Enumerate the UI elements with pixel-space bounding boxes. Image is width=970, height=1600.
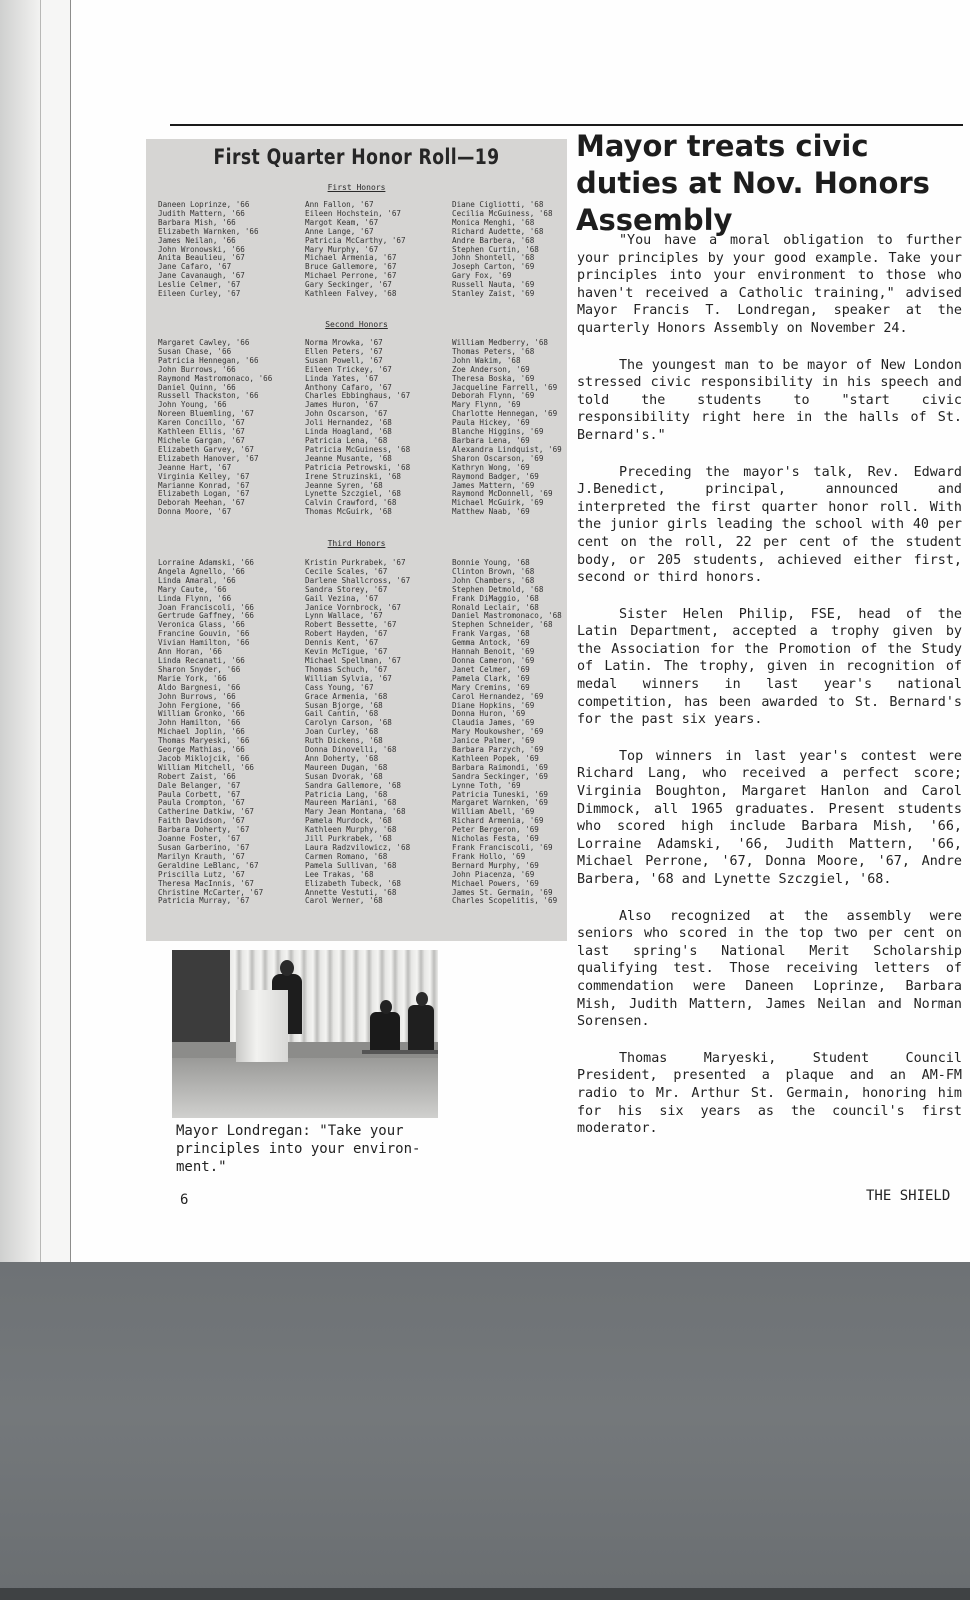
- honor-roll-name: Russell Nauta, '69: [452, 281, 535, 290]
- honor-roll-name: John Hamilton, '66: [158, 719, 241, 728]
- honor-roll-name: Gail Cantin, '68: [305, 710, 379, 719]
- honor-roll-name: Susan Garberino, '67: [158, 844, 250, 852]
- honor-roll-name: Joanne Foster, '67: [158, 835, 241, 844]
- first-honors-heading: First Honors: [327, 183, 386, 192]
- honor-roll-name: Geraldine LeBlanc, '67: [158, 861, 259, 870]
- honor-roll-name: Jane Cavanaugh, '67: [158, 272, 245, 281]
- second-honors-heading: Second Honors: [325, 320, 388, 329]
- photo-caption: Mayor Londregan: "Take your principles into your environ-ment.": [176, 1123, 421, 1175]
- scanner-background: [0, 1262, 970, 1600]
- honor-roll-name: Mary Flynn, '69: [452, 401, 521, 410]
- article-paragraph: Thomas Maryeski, Student Council President, presented a plaque and an AM-FM radio to Mr. Arthur St. Germain, honoring him for his six years as the council's first moderator.: [577, 1050, 962, 1137]
- honor-roll-name: Donna Cameron, '69: [452, 656, 535, 665]
- honor-roll-name: Ellen Peters, '67: [305, 347, 383, 356]
- publication-name: THE SHIELD: [866, 1188, 951, 1204]
- honor-roll-name: Marie York, '66: [158, 674, 227, 683]
- honor-roll-name: Stephen Curtin, '68: [452, 245, 539, 254]
- honor-roll-name: John Burrows, '66: [158, 692, 236, 701]
- honor-roll-name: Lynette Szczgiel, '68: [305, 490, 402, 499]
- honor-roll-name: Michael Powers, '69: [452, 879, 539, 888]
- honor-roll-name: Anthony Cafaro, '67: [305, 383, 392, 392]
- honor-roll-name: Mary Moukowsher, '69: [452, 728, 544, 737]
- honor-roll-name: Linda Yates, '67: [305, 374, 379, 383]
- header-rule: [170, 124, 963, 126]
- honor-roll-name: Paula Crompton, '67: [158, 799, 245, 808]
- article-paragraph: Also recognized at the assembly were seniors who scored in the top two per cent on last spring's National Merit Scholarship qualifying test. Those receiving letters of commendation were Daneen Loprinze, Barbara Mish, Judith Mattern, James Neilan and Norman Sorensen.: [577, 908, 962, 1030]
- honor-roll-name: Noreen Bluemling, '67: [158, 410, 255, 419]
- honor-roll-name: Michael Perrone, '67: [305, 272, 397, 281]
- honor-roll-name: Charlotte Hennegan, '69: [452, 410, 558, 419]
- honor-roll-name: Sharon Oscarson, '69: [452, 454, 544, 463]
- second-honors-col3: [452, 339, 567, 517]
- chairs: [362, 1050, 438, 1054]
- article-headline: Mayor treats civic duties at Nov. Honors Assembly: [576, 129, 930, 237]
- honor-roll-name: Patricia Petrowski, '68: [305, 463, 411, 472]
- article-paragraph: Sister Helen Philip, FSE, head of the Latin Department, accepted a trophy given by the Association for the Promotion of the Study of Latin. The trophy, given in recognition of medal winners in last year's national competition, has been awarded to St. Bernard's for the past six years.: [577, 606, 962, 728]
- honor-roll-name: Susan Dvorak, '68: [305, 772, 383, 781]
- honor-roll-name: Lee Trakas, '68: [305, 870, 374, 879]
- honor-roll-name: Ann Doherty, '68: [305, 754, 379, 763]
- honor-roll-name: Mary Murphy, '67: [305, 245, 379, 254]
- honor-roll-name: Linda Recanati, '66: [158, 656, 245, 665]
- honor-roll-name: Sharon Snyder, '66: [158, 665, 241, 674]
- honor-roll-name: Carol Hernandez, '69: [452, 692, 544, 701]
- honor-roll-name: Margot Keam, '67: [305, 218, 379, 227]
- honor-roll-name: Eileen Trickey, '67: [305, 365, 392, 374]
- assembly-photo: [172, 950, 438, 1118]
- honor-roll-name: Bruce Gallemore, '67: [305, 263, 397, 272]
- honor-roll-name: Elizabeth Hanover, '67: [158, 454, 259, 463]
- honor-roll-name: Claudia James, '69: [452, 719, 535, 728]
- honor-roll-name: John Chambers, '68: [452, 576, 535, 585]
- honor-roll-name: William Gronko, '66: [158, 710, 245, 719]
- honor-roll-name: Zoe Anderson, '69: [452, 365, 530, 374]
- article-body: [577, 232, 962, 1157]
- honor-roll-name: Judith Mattern, '66: [158, 209, 245, 218]
- podium: [236, 990, 288, 1062]
- honor-roll-name: Lorraine Adamski, '66: [158, 559, 255, 567]
- honor-roll-name: Theresa MacInnis, '67: [158, 879, 255, 888]
- honor-roll-name: Linda Flynn, '66: [158, 594, 232, 603]
- honor-roll-name: Jeanne Musante, '68: [305, 454, 392, 463]
- third-honors-heading: Third Honors: [327, 539, 386, 548]
- honor-roll-name: Eileen Curley, '67: [158, 290, 241, 299]
- honor-roll-name: Susan Bjorge, '68: [305, 701, 383, 710]
- honor-roll-name: Barbara Mish, '66: [158, 218, 236, 227]
- honor-roll-name: Aldo Bargnesi, '66: [158, 683, 241, 692]
- honor-roll-name: Robert Bessette, '67: [305, 621, 397, 630]
- honor-roll-name: Deborah Meehan, '67: [158, 499, 245, 508]
- honor-roll-name: Pamela Murdock, '68: [305, 817, 392, 826]
- honor-roll-name: John Oscarson, '67: [305, 410, 388, 419]
- honor-roll-name: Deborah Flynn, '69: [452, 392, 535, 401]
- honor-roll-name: Frank Franciscoli, '69: [452, 844, 553, 852]
- honor-roll-name: Donna Dinovelli, '68: [305, 746, 397, 755]
- honor-roll-name: Richard Audette, '68: [452, 227, 544, 236]
- honor-roll-name: Andre Barbera, '68: [452, 236, 535, 245]
- honor-roll-name: Leslie Celmer, '67: [158, 281, 241, 290]
- honor-roll-name: Bernard Murphy, '69: [452, 861, 539, 870]
- second-honors-col2: [305, 339, 445, 517]
- honor-roll-name: Gary Fox, '69: [452, 272, 512, 281]
- honor-roll-name: Paula Corbett, '67: [158, 790, 241, 799]
- honor-roll-name: Daneen Loprinze, '66: [158, 201, 250, 209]
- honor-roll-name: Michael Spellman, '67: [305, 656, 402, 665]
- honor-roll-name: George Mathias, '66: [158, 746, 245, 755]
- honor-roll-name: Jeanne Syren, '68: [305, 481, 383, 490]
- honor-roll-name: Margaret Warnken, '69: [452, 799, 549, 808]
- honor-roll-name: Laura Radzvilowicz, '68: [305, 844, 411, 852]
- honor-roll-name: Darlene Shallcross, '67: [305, 576, 411, 585]
- honor-roll-name: Janice Palmer, '69: [452, 737, 535, 746]
- honor-roll-name: Diane Hopkins, '69: [452, 701, 535, 710]
- honor-roll-name: Richard Armenia, '69: [452, 817, 544, 826]
- honor-roll-name: Margaret Cawley, '66: [158, 339, 250, 347]
- first-honors-col1: [158, 201, 298, 299]
- honor-roll-name: Michael Joplin, '66: [158, 728, 245, 737]
- honor-roll-name: William Mitchell, '66: [158, 763, 255, 772]
- honor-roll-name: Patricia McCarthy, '67: [305, 236, 406, 245]
- honor-roll-name: Carolyn Carson, '68: [305, 719, 392, 728]
- honor-roll-name: Ann Horan, '66: [158, 648, 223, 657]
- honor-roll-name: John Wronowski, '66: [158, 245, 245, 254]
- honor-roll-name: Diane Cigliotti, '68: [452, 201, 544, 209]
- honor-roll-name: Patricia Lang, '68: [305, 790, 388, 799]
- honor-roll-name: Maureen Dugan, '68: [305, 763, 388, 772]
- honor-roll-name: Jane Cafaro, '67: [158, 263, 232, 272]
- article-paragraph: "You have a moral obligation to further your principles by your good example. Take your principles into your environment to those who haven't received a Catholic training," advised Mayor Francis T. Londregan, speaker at the quarterly Honors Assembly on November 24.: [577, 233, 962, 336]
- honor-roll-name: Frank Hollo, '69: [452, 852, 526, 861]
- honor-roll-title: First Quarter Honor Roll—19: [213, 145, 500, 169]
- scan-paper-stack: [0, 0, 40, 1262]
- honor-roll-name: Linda Hoagland, '68: [305, 428, 392, 437]
- honor-roll-name: Patricia Murray, '67: [158, 897, 250, 906]
- honor-roll-name: Michael McGuirk, '69: [452, 499, 544, 508]
- honor-roll-name: Raymond McDonnell, '69: [452, 490, 553, 499]
- honor-roll-name: Raymond Mastromonaco, '66: [158, 374, 273, 383]
- honor-roll-name: Eileen Hochstein, '67: [305, 209, 402, 218]
- honor-roll-name: Thomas Maryeski, '66: [158, 737, 250, 746]
- honor-roll-name: Susan Chase, '66: [158, 347, 232, 356]
- honor-roll-name: Jacob Miklojcik, '66: [158, 754, 250, 763]
- honor-roll-name: Priscilla Lutz, '67: [158, 870, 245, 879]
- honor-roll-name: Stephen Schneider, '68: [452, 621, 553, 630]
- honor-roll-name: Kathleen Ellis, '67: [158, 428, 245, 437]
- honor-roll-name: Stanley Zaist, '69: [452, 290, 535, 299]
- honor-roll-name: Joseph Carton, '69: [452, 263, 535, 272]
- honor-roll-name: Annette Vestuti, '68: [305, 888, 397, 897]
- honor-roll-name: Kathleen Popek, '69: [452, 754, 539, 763]
- honor-roll-name: Alexandra Lindquist, '69: [452, 445, 562, 454]
- honor-roll-name: Francine Gouvin, '66: [158, 630, 250, 639]
- honor-roll-name: Bonnie Young, '68: [452, 559, 530, 567]
- honor-roll-name: Daniel Mastromonaco, '68: [452, 612, 562, 621]
- honor-roll-name: Frank DiMaggio, '68: [452, 594, 539, 603]
- honor-roll-name: Stephen Detmold, '68: [452, 585, 544, 594]
- third-honors-col3: [452, 559, 567, 906]
- honor-roll-name: Gemma Antock, '69: [452, 639, 530, 648]
- honor-roll-name: Janice Vornbrock, '67: [305, 603, 402, 612]
- honor-roll-name: Michael Armenia, '67: [305, 254, 397, 263]
- third-honors-col1: [158, 559, 298, 906]
- honor-roll-name: Cass Young, '67: [305, 683, 374, 692]
- honor-roll-name: James Neilan, '66: [158, 236, 236, 245]
- honor-roll-name: Ruth Dickens, '68: [305, 737, 383, 746]
- honor-roll-name: Robert Hayden, '67: [305, 630, 388, 639]
- honor-roll-name: William Medberry, '68: [452, 339, 549, 347]
- honor-roll-name: Charles Scopelitis, '69: [452, 897, 558, 906]
- honor-roll-name: Karen Concillo, '67: [158, 419, 245, 428]
- honor-roll-name: William Abell, '69: [452, 808, 535, 817]
- first-honors-col2: [305, 201, 445, 299]
- seated-head: [416, 992, 428, 1006]
- honor-roll-name: Faith Davidson, '67: [158, 817, 245, 826]
- honor-roll-name: Marilyn Krauth, '67: [158, 852, 245, 861]
- seated-figure: [370, 1012, 400, 1054]
- honor-roll-name: Russell Thackston, '66: [158, 392, 259, 401]
- honor-roll-name: Matthew Naab, '69: [452, 508, 530, 517]
- honor-roll-name: Linda Amaral, '66: [158, 576, 236, 585]
- honor-roll-name: Sandra Gallemore, '68: [305, 781, 402, 790]
- honor-roll-name: Joan Curley, '68: [305, 728, 379, 737]
- paper-edge: [40, 0, 71, 1262]
- honor-roll-name: Patricia Hennegan, '66: [158, 356, 259, 365]
- honor-roll-name: John Wakim, '68: [452, 356, 521, 365]
- honor-roll-name: Kevin McTigue, '67: [305, 648, 388, 657]
- honor-roll-name: Angela Agnello, '66: [158, 567, 245, 576]
- honor-roll-name: Barbara Raimondi, '69: [452, 763, 549, 772]
- stage-front: [172, 1058, 438, 1118]
- honor-roll-name: Christine McCarter, '67: [158, 888, 264, 897]
- honor-roll-name: Catherine Datkiw, '67: [158, 808, 255, 817]
- second-honors-col1: [158, 339, 298, 517]
- honor-roll-name: John Shontell, '68: [452, 254, 535, 263]
- honor-roll-name: Theresa Boska, '69: [452, 374, 535, 383]
- honor-roll-name: Grace Armenia, '68: [305, 692, 388, 701]
- honor-roll-name: John Piacenza, '69: [452, 870, 535, 879]
- article-paragraph: The youngest man to be mayor of New London stressed civic responsibility in his speech and told the students to "start civic responsibility right here in the halls of St. Bernard's.": [577, 357, 962, 443]
- honor-roll-name: Pamela Sullivan, '68: [305, 861, 397, 870]
- honor-roll-name: Jill Purkrabek, '68: [305, 835, 392, 844]
- honor-roll-name: James St. Germain, '69: [452, 888, 553, 897]
- honor-roll-name: Kathleen Falvey, '68: [305, 290, 397, 299]
- honor-roll-name: Ronald Leclair, '68: [452, 603, 539, 612]
- honor-roll-box: [146, 139, 567, 941]
- honor-roll-name: Mary Cremins, '69: [452, 683, 530, 692]
- honor-roll-name: Pamela Clark, '69: [452, 674, 530, 683]
- honor-roll-name: Ann Fallon, '67: [305, 201, 374, 209]
- honor-roll-name: Gary Seckinger, '67: [305, 281, 392, 290]
- honor-roll-name: Jeanne Hart, '67: [158, 463, 232, 472]
- honor-roll-name: Susan Powell, '67: [305, 356, 383, 365]
- honor-roll-name: Monica Menghi, '68: [452, 218, 535, 227]
- honor-roll-name: Paula Hickey, '69: [452, 419, 530, 428]
- honor-roll-name: Elizabeth Logan, '67: [158, 490, 250, 499]
- honor-roll-name: Sandra Storey, '67: [305, 585, 388, 594]
- honor-roll-name: Barbara Lena, '69: [452, 436, 530, 445]
- honor-roll-name: Mary Jean Montana, '68: [305, 808, 406, 817]
- honor-roll-name: Veronica Glass, '66: [158, 621, 245, 630]
- honor-roll-name: Lynn Wallace, '67: [305, 612, 383, 621]
- scanner-edge: [0, 1588, 970, 1600]
- honor-roll-name: Maureen Mariani, '68: [305, 799, 397, 808]
- honor-roll-name: Blanche Higgins, '69: [452, 428, 544, 437]
- honor-roll-name: Anne Lange, '67: [305, 227, 374, 236]
- honor-roll-name: Clinton Brown, '68: [452, 567, 535, 576]
- honor-roll-name: John Young, '66: [158, 401, 227, 410]
- honor-roll-name: Gail Vezina, '67: [305, 594, 379, 603]
- article-paragraph: Preceding the mayor's talk, Rev. Edward J.Benedict, principal, announced and interpreted the first quarter honor roll. With the junior girls leading the school with 40 per cent on the roll, 22 per cent of the student body, or 205 students, achieved either first, second or third honors.: [577, 464, 962, 586]
- honor-roll-name: Janet Celmer, '69: [452, 665, 530, 674]
- honor-roll-name: Barbara Doherty, '67: [158, 826, 250, 835]
- honor-roll-name: Carol Werner, '68: [305, 897, 383, 906]
- honor-roll-name: Cecilia McGuiness, '68: [452, 209, 553, 218]
- honor-roll-name: Donna Huron, '69: [452, 710, 526, 719]
- honor-roll-name: Jacqueline Farrell, '69: [452, 383, 558, 392]
- article-paragraph: Top winners in last year's contest were Richard Lang, who received a perfect score; Virginia Boughton, Margaret Hanlon and Carol Dimmock, all 1965 graduates. Present students who scored high include Barbara Mish, '66, Lorraine Adamski, '66, Judith Mattern, '66, Michael Perrone, '67, Donna Moore, '67, Andre Barbera, '68 and Lynette Szczgiel, '68.: [577, 748, 962, 887]
- honor-roll-name: Patricia Tuneski, '69: [452, 790, 549, 799]
- honor-roll-name: Thomas Peters, '68: [452, 347, 535, 356]
- honor-roll-name: Charles Ebbinghaus, '67: [305, 392, 411, 401]
- honor-roll-name: Joan Franciscoli, '66: [158, 603, 255, 612]
- honor-roll-name: Norma Mrowka, '67: [305, 339, 383, 347]
- honor-roll-name: Nicholas Festa, '69: [452, 835, 539, 844]
- honor-roll-name: Barbara Parzych, '69: [452, 746, 544, 755]
- honor-roll-name: James Huron, '67: [305, 401, 379, 410]
- honor-roll-name: Vivian Hamilton, '66: [158, 639, 250, 648]
- honor-roll-name: Virginia Kelley, '67: [158, 472, 250, 481]
- honor-roll-name: William Sylvia, '67: [305, 674, 392, 683]
- honor-roll-name: Dennis Kent, '67: [305, 639, 379, 648]
- honor-roll-name: Hannah Benoit, '69: [452, 648, 535, 657]
- honor-roll-name: Dale Belanger, '67: [158, 781, 241, 790]
- honor-roll-name: John Fergione, '66: [158, 701, 241, 710]
- honor-roll-name: Joli Hernandez, '68: [305, 419, 392, 428]
- honor-roll-name: Cecile Scales, '67: [305, 567, 388, 576]
- honor-roll-name: Daniel Quinn, '66: [158, 383, 236, 392]
- honor-roll-name: Michele Gargan, '67: [158, 436, 245, 445]
- honor-roll-name: John Burrows, '66: [158, 365, 236, 374]
- honor-roll-name: Raymond Badger, '69: [452, 472, 539, 481]
- honor-roll-name: James Mattern, '69: [452, 481, 535, 490]
- honor-roll-name: Calvin Crawford, '68: [305, 499, 397, 508]
- honor-roll-name: Donna Moore, '67: [158, 508, 232, 517]
- honor-roll-name: Kathleen Murphy, '68: [305, 826, 397, 835]
- seated-figure: [408, 1005, 434, 1053]
- page-number: 6: [180, 1192, 189, 1208]
- honor-roll-name: Sandra Seckinger, '69: [452, 772, 549, 781]
- honor-roll-name: Irene Struzinski, '68: [305, 472, 402, 481]
- honor-roll-name: Patricia McGuiness, '68: [305, 445, 411, 454]
- honor-roll-name: Peter Bergeron, '69: [452, 826, 539, 835]
- honor-roll-name: Elizabeth Tubeck, '68: [305, 879, 402, 888]
- honor-roll-name: Elizabeth Warnken, '66: [158, 227, 259, 236]
- first-honors-col3: [452, 201, 567, 299]
- honor-roll-name: Gertrude Gaffney, '66: [158, 612, 255, 621]
- honor-roll-name: Carmen Romano, '68: [305, 852, 388, 861]
- honor-roll-name: Kathryn Wong, '69: [452, 463, 530, 472]
- speaker-head: [280, 960, 294, 976]
- honor-roll-name: Thomas Schuch, '67: [305, 665, 388, 674]
- honor-roll-name: Lynne Toth, '69: [452, 781, 521, 790]
- honor-roll-name: Mary Caute, '66: [158, 585, 227, 594]
- honor-roll-name: Frank Vargas, '68: [452, 630, 530, 639]
- seated-head: [380, 1000, 392, 1014]
- honor-roll-name: Thomas McGuirk, '68: [305, 508, 392, 517]
- honor-roll-name: Elizabeth Garvey, '67: [158, 445, 255, 454]
- honor-roll-name: Marianne Konrad, '67: [158, 481, 250, 490]
- honor-roll-name: Kristin Purkrabek, '67: [305, 559, 406, 567]
- honor-roll-name: Patricia Lena, '68: [305, 436, 388, 445]
- honor-roll-name: Robert Zaist, '66: [158, 772, 236, 781]
- honor-roll-name: Anita Beaulieu, '67: [158, 254, 245, 263]
- third-honors-col2: [305, 559, 445, 906]
